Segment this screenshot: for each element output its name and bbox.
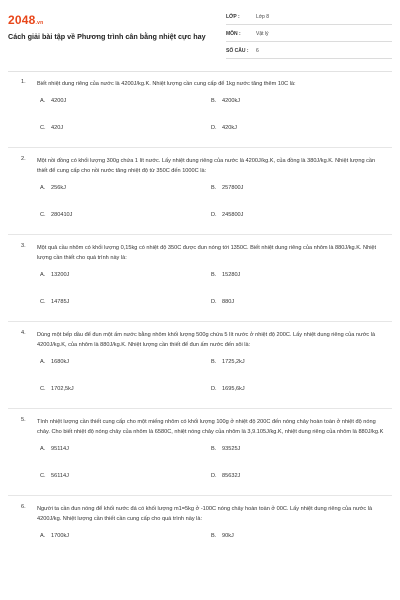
option-letter: D. [211,212,217,218]
option-letter: A. [40,185,46,191]
option-letter: B. [211,185,217,191]
answer-option[interactable] [211,299,234,305]
option-value: 280410J [51,212,73,218]
question-text: Một nồi đồng có khối lượng 300g chứa 1 lít nước. Lấy nhiệt dung riêng của nước là 4200J/kg.K, của đồng là 380J/kg.K. Nhiệt lượng cần thiết để cung cấp cho nồi nước tăng nhiệt độ từ 350C đến 1000C là: [37,158,376,174]
answer-option[interactable] [40,272,69,278]
question-item [0,79,400,89]
answer-options [0,437,400,487]
option-letter: D. [211,473,217,479]
question-number: 1. [21,79,26,85]
answer-option[interactable] [40,185,66,191]
answer-option[interactable] [211,533,234,539]
question-divider [8,147,392,148]
meta-row [226,42,392,59]
question-number: 6. [21,504,26,510]
answer-options [0,89,400,139]
option-value: 93525J [222,446,241,452]
option-letter: D. [211,386,217,392]
question-number: 3. [21,243,26,249]
option-value: 56114J [51,473,69,479]
answer-option[interactable] [211,359,245,365]
option-value: 1702,5kJ [51,386,74,392]
option-value: 14785J [51,299,70,305]
option-letter: A. [40,533,46,539]
question-divider [8,234,392,235]
answer-option[interactable] [40,533,69,539]
answer-option[interactable] [40,386,74,392]
option-letter: B. [211,359,217,365]
question-item [0,417,400,437]
option-value: 13200J [51,272,70,278]
answer-options [0,350,400,400]
question-text: Dùng một bếp dầu để đun một ấm nước bằng nhôm khối lượng 500g chứa 5 lít nước ở nhiệt độ 200C. Lấy nhiệt dung riêng của nước là 4200J/kg.K, của nhôm là 880J/kg.K. Nhiệt lượng cần thiết để đun ấm nước đến sôi là: [37,332,376,348]
answer-option[interactable] [211,386,245,392]
option-value: 1725,2kJ [222,359,245,365]
page-header [0,0,400,72]
option-value: 1680kJ [51,359,70,365]
meta-key: LỚP : [226,14,240,20]
question-text: Biết nhiệt dung riêng của nước là 4200J/kg.K. Nhiệt lượng cần cung cấp để 1kg nước tăng thêm 10C là: [37,81,296,87]
question-number: 4. [21,330,26,336]
meta-value: 6 [256,48,259,54]
option-value: 95114J [51,446,69,452]
meta-row [226,8,392,25]
question-text: Tính nhiệt lượng cần thiết cung cấp cho một miếng nhôm có khối lượng 100g ở nhiệt độ 200C đến nóng chảy hoàn toàn ở nhiệt độ nóng chảy. Cho biết nhiệt độ nóng chảy của nhôm là 6580C, nhiệt nóng chảy của nhôm là 3,9.105J/kg.K, nhiệt dung riêng của nhôm là 880J/kg.K [37,419,384,435]
option-letter: C. [40,125,46,131]
answer-option[interactable] [211,272,240,278]
option-letter: B. [211,533,217,539]
option-value: 1700kJ [51,533,70,539]
meta-value: Lớp 8 [256,14,270,20]
option-value: 85632J [222,473,241,479]
question-item [0,156,400,176]
option-value: 90kJ [222,533,234,539]
option-letter: C. [40,299,46,305]
question-divider [8,321,392,322]
question-number: 2. [21,156,26,162]
option-value: 245800J [222,212,244,218]
option-letter: D. [211,299,217,305]
question-list [0,79,400,574]
answer-option[interactable] [211,212,243,218]
site-logo[interactable]: 2048.vn [8,13,44,27]
header-divider [8,71,392,72]
answer-option[interactable] [211,98,240,104]
option-value: 257800J [222,185,244,191]
option-letter: A. [40,272,46,278]
answer-option[interactable] [40,212,72,218]
option-letter: B. [211,98,217,104]
option-letter: D. [211,125,217,131]
answer-option[interactable] [211,473,240,479]
option-value: 4200J [51,98,67,104]
answer-option[interactable] [40,446,69,452]
option-value: 420kJ [222,125,237,131]
option-letter: C. [40,386,46,392]
question-text: Một quả cầu nhôm có khối lượng 0,15kg có nhiệt độ 350C được đun nóng tới 1350C. Biết nhiệt dung riêng của nhôm là 880J/kg.K. Nhiệt lượng cần thiết cho quá trình này là: [37,245,377,261]
option-letter: B. [211,446,217,452]
answer-options [0,524,400,574]
answer-option[interactable] [40,125,63,131]
option-value: 880J [222,299,235,305]
page-title: Cách giải bài tập về Phương trình cân bằng nhiệt cực hay [8,32,206,41]
option-letter: A. [40,98,46,104]
answer-options [0,263,400,313]
meta-table [226,8,392,59]
answer-options [0,176,400,226]
option-letter: A. [40,359,46,365]
question-item [0,504,400,524]
option-value: 1695,6kJ [222,386,245,392]
option-value: 256kJ [51,185,66,191]
question-item [0,330,400,350]
option-letter: A. [40,446,46,452]
option-value: 4200kJ [222,98,241,104]
meta-value: Vật lý [256,31,269,37]
answer-option[interactable] [40,359,69,365]
answer-option[interactable] [40,473,69,479]
meta-row [226,25,392,42]
option-letter: C. [40,212,46,218]
question-item [0,243,400,263]
option-value: 15280J [222,272,241,278]
option-letter: B. [211,272,217,278]
question-divider [8,408,392,409]
question-number: 5. [21,417,26,423]
answer-option[interactable] [211,446,240,452]
answer-option[interactable] [40,299,69,305]
meta-key: MÔN : [226,31,241,37]
answer-option[interactable] [211,125,237,131]
option-value: 420J [51,125,64,131]
question-divider [8,495,392,496]
question-text: Người ta cần đun nóng để khối nước đá có khối lượng m1=5kg ở -100C nóng chảy hoàn toàn ở 00C. Lấy nhiệt dung riêng của nước là 4200J/kg. Nhiệt lượng cần thiết cần cung cấp cho quá trình này là: [37,506,373,522]
answer-option[interactable] [40,98,66,104]
option-letter: C. [40,473,46,479]
meta-key: SỐ CÂU : [226,48,249,54]
answer-option[interactable] [211,185,243,191]
